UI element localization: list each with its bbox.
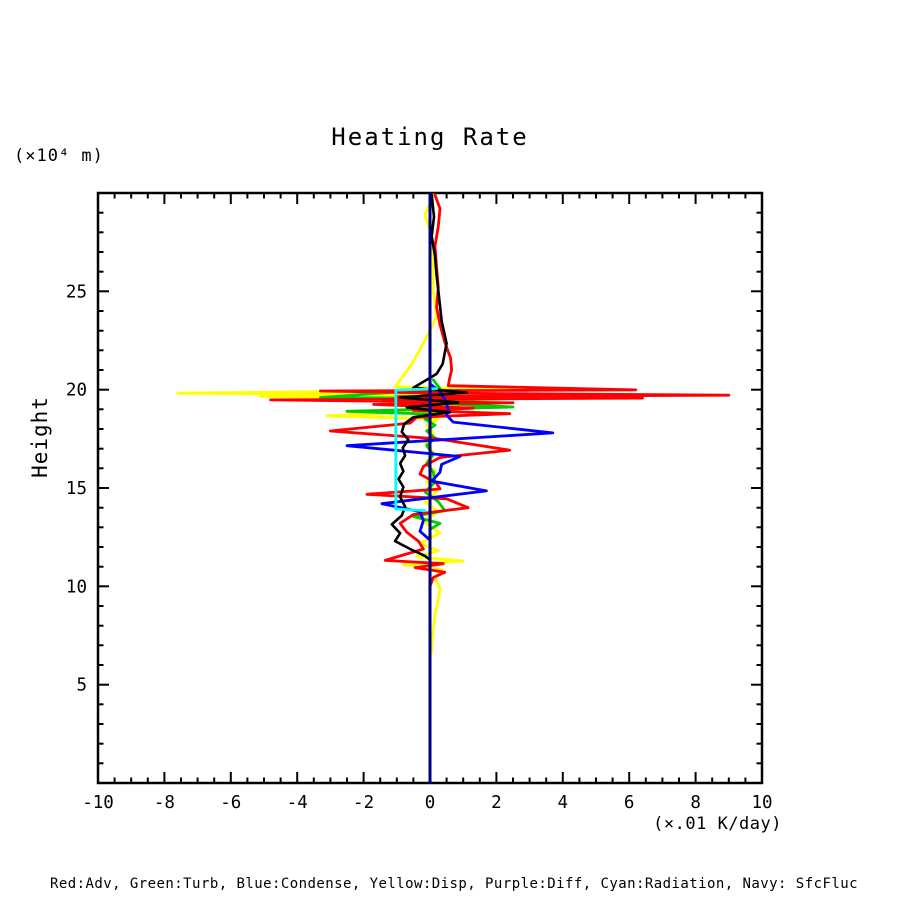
y-tick-label: 15: [65, 479, 87, 499]
x-tick-label: -2: [353, 793, 375, 813]
x-tick-label: 8: [690, 793, 701, 813]
x-tick-label: -10: [82, 793, 114, 813]
chart-title: Heating Rate: [331, 123, 529, 151]
y-axis-title: Height: [28, 396, 52, 478]
y-tick-label: 10: [65, 577, 87, 598]
y-tick-label: 5: [76, 675, 87, 696]
x-tick-label: 0: [424, 793, 436, 813]
series-line-adv: [271, 195, 729, 590]
y-axis-unit-label: (×10⁴ m): [14, 146, 104, 166]
x-axis-unit-label: (×.01 K/day): [653, 814, 782, 834]
x-tick-label: 4: [557, 793, 569, 813]
x-tick-label: 6: [623, 793, 635, 813]
y-tick-label: 20: [65, 380, 87, 401]
x-tick-label: -8: [153, 793, 175, 813]
y-tick-label: 25: [65, 282, 87, 303]
x-tick-label: -4: [286, 793, 308, 813]
x-tick-label: -6: [220, 793, 242, 813]
x-tick-label: 10: [751, 793, 773, 813]
legend-caption: Red:Adv, Green:Turb, Blue:Condense, Yellow:Disp, Purple:Diff, Cyan:Radiation, Navy: SfcFluc: [50, 876, 858, 892]
x-tick-label: 2: [491, 793, 502, 813]
